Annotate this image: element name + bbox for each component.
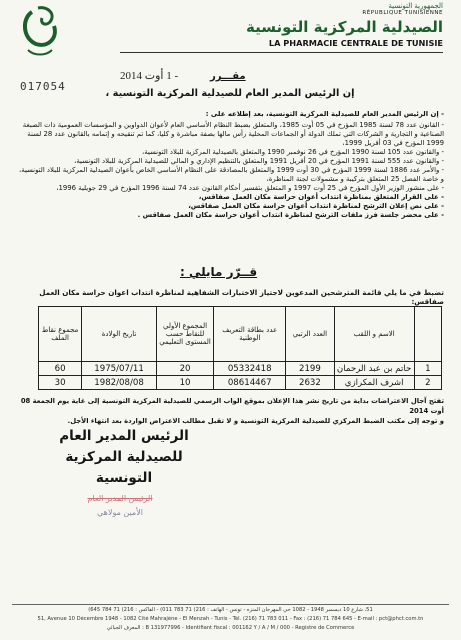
cell-name: حاتم بن عبد الرحمان: [334, 362, 414, 376]
cell-index: 1: [414, 362, 441, 376]
serial-number: 017054: [20, 80, 66, 93]
cell-rank: 2199: [286, 362, 334, 376]
cell-name: اشرف المكرازي: [334, 376, 414, 390]
preamble-item: - على القرار المتعلق بمناظرة انتداب أعوان حراسة مكان العمل صفاقس،: [198, 193, 444, 201]
main-text: تضبط في ما يلي قائمة المترشحين المدعوين لاجتياز الاختبارات الشفاهية لمناظرة انتداب اعوان حراسة مكان العمل صفاقس:: [39, 288, 444, 306]
col-file-points: مجموع نقاط الملف: [39, 307, 82, 362]
cell-birth-date: 1982/08/08: [82, 376, 157, 390]
document-date: - 1 أوت 2014: [120, 70, 179, 82]
header-divider: [120, 52, 443, 53]
objection-notice: [16, 396, 444, 426]
cell-file-points: 60: [39, 362, 82, 376]
col-name: الاسم و اللقب: [334, 307, 414, 362]
table-row: [39, 362, 442, 376]
table-row: [39, 376, 442, 390]
objection-line: و توجه إلى مكتب الضبط المركزي للصيدلية المركزية التونسية و لا تقبل مطالب الاعتراض الواردة بعد انتهاء الأجل.: [67, 417, 444, 425]
cell-file-points: 30: [39, 376, 82, 390]
preamble-item: - على منشور الوزير الأول المؤرخ في 25 أوت 1997 و المتعلق بتفسير أحكام القانون عدد 74 لسنة 1996 المؤرخ في 29 جويلية 1996،: [56, 184, 444, 192]
cell-id-card: 08614467: [214, 376, 286, 390]
pharmacie-centrale-logo: [18, 4, 64, 60]
preamble-item: - القانون عدد 78 لسنة 1985 المؤرخ في 05 أوت 1985، والمتعلق بضبط النظام الأساسي العام لأعوان الدواوين و المؤسسات العمومية ذات الصبغة الصناعية و التجارية و الشركات التي تملك الدولة أو الجماعات المحلية رأس مالها بصفة مباشرة و كليا، كما تم تنقيحه و إتمامه بالقانون عدد 28 لسنة 1999 المؤرخ في 03 أفريل 1999،: [22, 121, 444, 147]
table-header-row: [39, 307, 442, 362]
document-heading: إن الرئيس المدير العام للصيدلية المركزية التونسية ،: [105, 88, 355, 99]
col-birth-date: تاريخ الولادة: [82, 307, 157, 362]
footer-address-fr: 51, Avenue 10 Décembre 1948 - 1082 Cité Mahrajène - El Menzah - Tunis - Tél. (216) 71 783 011 - Fax : (216) 71 784 645 - E-mail : pct@phct.com.tn: [37, 616, 424, 622]
col-index: [414, 307, 441, 362]
preamble-item: - والأمر عدد 1886 لسنة 1999 المؤرخ في 30 أوت 1999 والمتعلق بالمصادقة على النظام الأساسي الخاص بأعوان الصيدلية المركزية للبلاد التونسية، و خاصة الفصل 25 المتعلق بتركيبة و مشمولات لجنة المناظرة،: [19, 166, 444, 183]
cell-birth-date: 1975/07/11: [82, 362, 157, 376]
decides-heading: قــرّر مايلي :: [180, 265, 258, 279]
company-name-fr: LA PHARMACIE CENTRALE DE TUNISIE: [268, 38, 443, 48]
preamble-item: - والقانون عدد 555 لسنة 1991 المؤرخ في 20 أفريل 1991 والمتعلق بالتنظيم الإداري و المالي للصيدلية المركزية للبلاد التونسية،: [74, 157, 444, 165]
col-initial-points: المجموع الأولي للنقاط حسب المستوى التعليمي: [156, 307, 213, 362]
col-rank: العدد الرتبي: [286, 307, 334, 362]
preamble-item: - على نص إعلان الترشح لمناظرة انتداب أعوان حراسة مكان العمل صفاقس،: [188, 202, 444, 210]
footer-fiscal-id: المعرف الجبائي : B 131977996 - Identifiant fiscal : 001162 Y / A / M / 000 - Registre de Commerce: [106, 625, 355, 631]
stamp-name: الأمين مولاهي: [97, 508, 143, 517]
cell-id-card: 05332418: [214, 362, 286, 376]
signature-block: [44, 426, 204, 489]
footer-address-ar: 51، شارع 10 ديسمبر 1948 - 1082 حي المهرجان المنزه - تونس - الهاتف : 216) 71 783 011) - الفاكس : 216) 71 784 645): [88, 607, 373, 613]
company-name-ar: الصيدلية المركزية التونسية: [246, 18, 443, 36]
footer-divider: [12, 604, 449, 605]
cell-rank: 2632: [286, 376, 334, 390]
stamp-line: الرئيس المدير العام: [87, 494, 153, 503]
preamble-list: [16, 121, 444, 220]
candidates-table: [38, 306, 442, 390]
preamble-intro: - إن الرئيس المدير العام للصيدلية المركزية التونسية، بعد إطلاعه على :: [205, 110, 444, 118]
cell-initial-points: 20: [156, 362, 213, 376]
signature-org: للصيدلية المركزية التونسية: [65, 449, 183, 486]
signature-title: الرئيس المدير العام: [59, 428, 189, 444]
col-id-card: عدد بطاقة التعريف الوطنية: [214, 307, 286, 362]
preamble-item: - على محضر جلسة فرز ملفات الترشح لمناظرة انتداب أعوان حراسة مكان العمل صفاقس .: [137, 211, 444, 219]
republic-label-fr: RÉPUBLIQUE TUNISIENNE: [362, 10, 443, 16]
objection-line: تفتح آجال الاعتراضات بداية من تاريخ نشر هذا الإعلان بموقع الواب الرسمي للصيدلية المركزية التونسية إلى غاية يوم الجمعة 08 أوت 2014: [20, 397, 444, 415]
republic-label-ar: الجمهورية التونسية: [388, 2, 443, 10]
preamble-item: - والقانون عدد 105 لسنة 1990 المؤرخ في 26 نوفمبر 1990 والمتعلق بالصيدلية المركزية للبلاد التونسية،: [142, 148, 444, 156]
decision-label: مقـــرر: [210, 71, 246, 82]
signature-stamp: [60, 492, 180, 532]
cell-index: 2: [414, 376, 441, 390]
cell-initial-points: 10: [156, 376, 213, 390]
